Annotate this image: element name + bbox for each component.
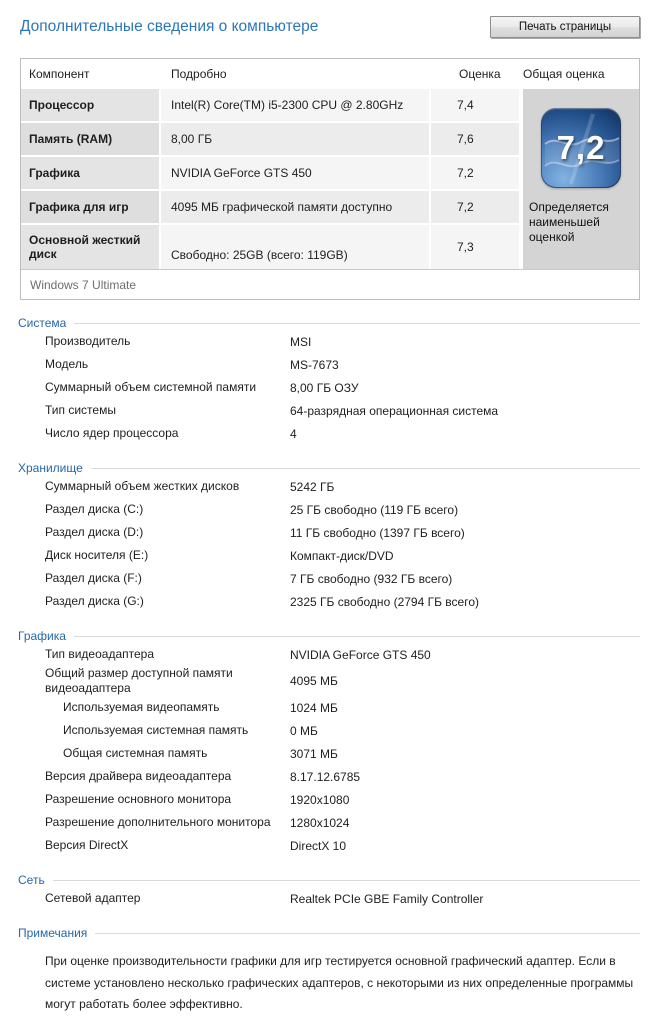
- table-row-graphics: [21, 157, 523, 189]
- info-row: [20, 834, 640, 857]
- info-value: 0 МБ: [290, 723, 318, 738]
- info-row: [20, 376, 640, 399]
- section-divider: [95, 933, 640, 934]
- page-header: [20, 16, 640, 46]
- info-label: Число ядер процессора: [45, 426, 179, 440]
- info-label: Тип видеоадаптера: [45, 647, 154, 661]
- col-header-component: Компонент: [29, 67, 90, 81]
- section-title: Хранилище: [18, 461, 83, 475]
- info-value: 1280x1024: [290, 815, 350, 830]
- component-name: Память (RAM): [21, 123, 159, 155]
- info-label: Общая системная память: [63, 746, 208, 760]
- info-value: 7 ГБ свободно (932 ГБ всего): [290, 571, 453, 586]
- base-score-caption: Определяется наименьшей оценкой: [529, 200, 609, 244]
- info-row: [20, 475, 640, 498]
- component-score: 7,2: [431, 157, 519, 189]
- info-row: [20, 666, 640, 696]
- info-row: [20, 887, 640, 910]
- section-graphics-header: [18, 629, 640, 643]
- section-divider: [74, 323, 640, 324]
- component-details: Intel(R) Core(TM) i5-2300 CPU @ 2.80GHz: [161, 89, 429, 121]
- info-label: Раздел диска (D:): [45, 525, 144, 539]
- info-value: 4: [290, 426, 297, 441]
- component-score: 7,2: [431, 191, 519, 223]
- info-value: 11 ГБ свободно (1397 ГБ всего): [290, 525, 465, 540]
- section-divider: [53, 880, 640, 881]
- info-label: Версия DirectX: [45, 838, 129, 852]
- info-value: 4095 МБ: [290, 674, 338, 688]
- base-score-value: 7,2: [556, 129, 606, 166]
- section-title: Система: [18, 316, 67, 330]
- info-value: 25 ГБ свободно (119 ГБ всего): [290, 502, 459, 517]
- info-row: [20, 643, 640, 666]
- info-label: Тип системы: [45, 403, 116, 417]
- col-header-base-score: Общая оценка: [523, 67, 605, 81]
- info-value: NVIDIA GeForce GTS 450: [290, 647, 431, 662]
- notes-text: При оценке производительности графики для игр тестируется основной графический адаптер. Если в системе установлено несколько графических адаптеров, с некоторыми из них определенные программы могут работать более эффективно.: [45, 954, 634, 1011]
- section-storage: [20, 461, 640, 613]
- info-row: [20, 811, 640, 834]
- col-header-details: Подробно: [171, 67, 227, 81]
- component-name: Процессор: [21, 89, 159, 121]
- info-row: [20, 765, 640, 788]
- section-network-header: [18, 873, 640, 887]
- info-value: MSI: [290, 334, 312, 349]
- info-label: Раздел диска (C:): [45, 502, 144, 516]
- print-page-button[interactable]: Печать страницы: [490, 16, 640, 38]
- info-value: 8.17.12.6785: [290, 769, 361, 784]
- info-row: [20, 696, 640, 719]
- section-graphics: [20, 629, 640, 857]
- component-name: Графика: [21, 157, 159, 189]
- col-header-score: Оценка: [459, 67, 501, 81]
- info-value: 1920x1080: [290, 792, 350, 807]
- info-label: Разрешение дополнительного монитора: [45, 815, 271, 829]
- info-row: [20, 521, 640, 544]
- table-row-primary-disk: [21, 225, 523, 269]
- info-label: Раздел диска (F:): [45, 571, 142, 585]
- info-row: [20, 330, 640, 353]
- info-label: Общий размер доступной памяти видеоадаптера: [45, 666, 233, 695]
- component-name: Основной жесткий диск: [21, 225, 159, 269]
- info-value: 64-разрядная операционная система: [290, 403, 499, 418]
- info-label: Сетевой адаптер: [45, 891, 141, 905]
- component-score: 7,3: [431, 225, 519, 269]
- info-label: Разрешение основного монитора: [45, 792, 232, 806]
- info-value: Realtek PCIe GBE Family Controller: [290, 891, 484, 906]
- info-row: [20, 567, 640, 590]
- info-value: 3071 МБ: [290, 746, 338, 761]
- score-table-header: [21, 59, 639, 89]
- score-rows: [21, 89, 523, 269]
- component-details: 8,00 ГБ: [161, 123, 429, 155]
- info-label: Производитель: [45, 334, 131, 348]
- base-score-badge: [541, 108, 621, 188]
- score-table-body: [21, 89, 639, 269]
- info-value: 1024 МБ: [290, 700, 338, 715]
- section-title: Сеть: [18, 873, 45, 887]
- info-row: [20, 498, 640, 521]
- table-row-gaming-graphics: [21, 191, 523, 223]
- table-row-cpu: [21, 89, 523, 121]
- page-title: Дополнительные сведения о компьютере: [20, 18, 319, 35]
- component-details: Свободно: 25GB (всего: 119GB): [161, 225, 429, 269]
- component-score: 7,4: [431, 89, 519, 121]
- base-score-panel: [523, 89, 639, 269]
- component-details: 4095 МБ графической памяти доступно: [161, 191, 429, 223]
- section-title: Графика: [18, 629, 66, 643]
- component-score: 7,6: [431, 123, 519, 155]
- info-label: Модель: [45, 357, 89, 371]
- section-notes-header: [18, 926, 640, 940]
- info-label: Суммарный объем жестких дисков: [45, 479, 240, 493]
- section-storage-header: [18, 461, 640, 475]
- info-value: Компакт-диск/DVD: [290, 548, 394, 563]
- info-value: 2325 ГБ свободно (2794 ГБ всего): [290, 594, 479, 609]
- info-value: MS-7673: [290, 357, 339, 372]
- section-notes: [20, 926, 640, 1016]
- section-network: [20, 873, 640, 910]
- info-value: DirectX 10: [290, 838, 347, 853]
- os-name: Windows 7 Ultimate: [21, 269, 639, 299]
- info-row: [20, 399, 640, 422]
- info-row: [20, 742, 640, 765]
- info-row: [20, 788, 640, 811]
- component-name: Графика для игр: [21, 191, 159, 223]
- section-divider: [74, 636, 640, 637]
- component-details: NVIDIA GeForce GTS 450: [161, 157, 429, 189]
- info-value: 5242 ГБ: [290, 479, 335, 494]
- info-label: Диск носителя (E:): [45, 548, 149, 562]
- section-system-header: [18, 316, 640, 330]
- info-label: Суммарный объем системной памяти: [45, 380, 257, 394]
- info-row: [20, 422, 640, 445]
- score-table: [20, 58, 640, 300]
- info-label: Используемая системная память: [63, 723, 249, 737]
- info-row: [20, 719, 640, 742]
- info-row: [20, 353, 640, 376]
- info-value: 8,00 ГБ ОЗУ: [290, 380, 359, 395]
- section-system: [20, 316, 640, 445]
- section-divider: [91, 468, 640, 469]
- info-row: [20, 544, 640, 567]
- info-label: Раздел диска (G:): [45, 594, 144, 608]
- section-title: Примечания: [18, 926, 88, 940]
- table-row-ram: [21, 123, 523, 155]
- info-label: Версия драйвера видеоадаптера: [45, 769, 232, 783]
- info-row: [20, 590, 640, 613]
- info-label: Используемая видеопамять: [63, 700, 220, 714]
